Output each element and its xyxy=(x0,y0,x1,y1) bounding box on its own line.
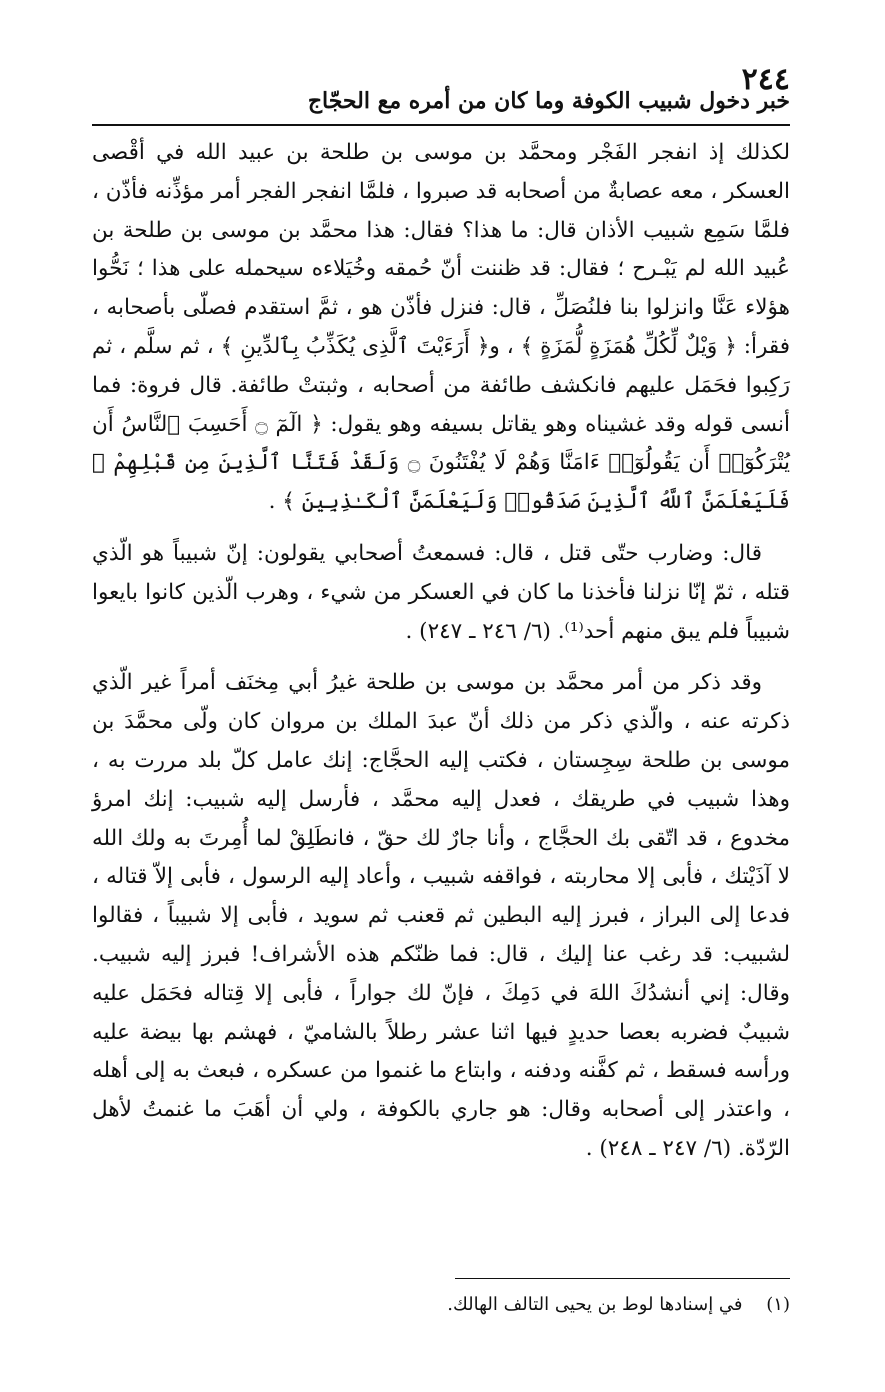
running-title: خبر دخول شبيب الكوفة وما كان من أمره مع الحجّاج xyxy=(307,88,790,114)
footnote xyxy=(92,1290,790,1320)
header-rule xyxy=(92,124,790,126)
page-header xyxy=(92,62,790,126)
footnote-text: في إسنادها لوط بن يحيى التالف الهالك. xyxy=(447,1294,743,1315)
main-text xyxy=(92,134,790,1182)
footnote-mark: (١) xyxy=(766,1294,790,1315)
paragraph-2: قال: وضارب حتّى قتل ، قال: فسمعتُ أصحابي يقولون: إنّ شبيباً هو الّذي قتله ، ثمّ إنّا نزلنا فأخذنا ما كان في العسكر من شيء ، وهرب الّذين كانوا بايعوا شبيباً فلم يبق منهم أحد⁽¹⁾. (٦/ ٢٤٦ ـ ٢٤٧) . xyxy=(92,540,790,644)
footnote-rule xyxy=(455,1278,790,1279)
paragraph-3: وقد ذكر من أمر محمَّد بن موسى بن طلحة غيرُ أبي مِخنَف أمراً غير الّذي ذكرته عنه ، والّذي ذكر من ذلك أنّ عبدَ الملك بن مروان كان ولّى محمَّدَ بن موسى بن طلحة سِجِستان ، فكتب إليه الحجَّاج: إنك عامل كلّ بلد مررت به ، وهذا شبيب في طريقك ، فعدل إليه محمَّد ، فأرسل إليه شبيب: إنك امرؤ مخدوع ، قد اتّقى بك الحجَّاج ، وأنا جارٌ لك حقّ ، فانطَلِقْ لما أُمِرتَ به ولك الله لا آذَيْتك ، فأبى إلا محاربته ، فواقفه شبيب ، وأعاد إليه الرسول ، فأبى إلاّ قتاله ، فدعا إلى البراز ، فبرز إليه البطين ثم قعنب ثم سويد ، فأبى إلا شبيباً ، فقالوا لشبيب: قد رغب عنا إليك ، قال: فما ظنّكم هذه الأشراف! فبرز إليه شبيب. وقال: إني أنشدُكَ اللهَ في دَمِكَ ، فإنّ لك جواراً ، فأبى إلا قِتاله فحَمَل عليه شبيبٌ فضربه بعصا حديدٍ فيها اثنا عشر رطلاً بالشاميّ ، فهشم بها بيضة عليه ورأسه فسقط ، ثم كفَّنه ودفنه ، وابتاع ما غنموا من عسكره ، فبعث به إلى أهله ، واعتذر إلى أصحابه وقال: هو جاري بالكوفة ، ولي أن أهَبَ ما غنمتُ لأهل الرّدّة. (٦/ ٢٤٧ ـ ٢٤٨) . xyxy=(92,670,790,1161)
paragraph-1: لكذلك إذ انفجر الفَجْر ومحمَّد بن موسى بن طلحة بن عبيد الله في أقْصى العسكر ، معه عصابةٌ من أصحابه قد صبروا ، فلمَّا انفجر الفجر أمر مؤذِّنه فأذّن ، فلمَّا سَمِع شبيب الأذان قال: ما هذا؟ فقال: هذا محمَّد بن موسى بن طلحة بن عُبيد الله لم يَبْـرح ؛ فقال: قد ظننت أنّ حُمقه وخُيَلاءه سيحمله على هذا ؛ نَحُّوا هؤلاء عَنَّا وانزلوا بنا فلنُصَلِّ ، قال: فنزل فأذّن هو ، ثمَّ استقدم فصلّى بأصحابه ، فقرأ: ﴿ وَيْلٌ لِّكُلِّ هُمَزَةٍ لُّمَزَةٍ ﴾ ، و﴿ أَرَءَيْتَ ٱلَّذِى يُكَذِّبُ بِٱلدِّينِ ﴾ ، ثم سلَّم ، ثم رَكِبوا فحَمَل عليهم فانكشف طائفة من أصحابه ، وثبتتْ طائفة. قال فروة: فما أنسى قوله وقد غشيناه وهو يقاتل بسيفه وهو يقول: ﴿ الٓمٓ ۝ أَحَسِبَ ٱلنَّاسُ أَن يُتْرَكُوٓا۟ أَن يَقُولُوٓا۟ ءَامَنَّا وَهُمْ لَا يُفْتَنُونَ ۝ وَلَقَدْ فَتَنَّا ٱلَّذِينَ مِن قَبْلِهِمْ ۖ فَلَيَعْلَمَنَّ ٱللَّهُ ٱلَّذِينَ صَدَقُوا۟ وَلَيَعْلَمَنَّ ٱلْكَـٰذِبِينَ ﴾ . xyxy=(91,140,790,515)
page-number: ٢٤٤ xyxy=(741,62,790,97)
